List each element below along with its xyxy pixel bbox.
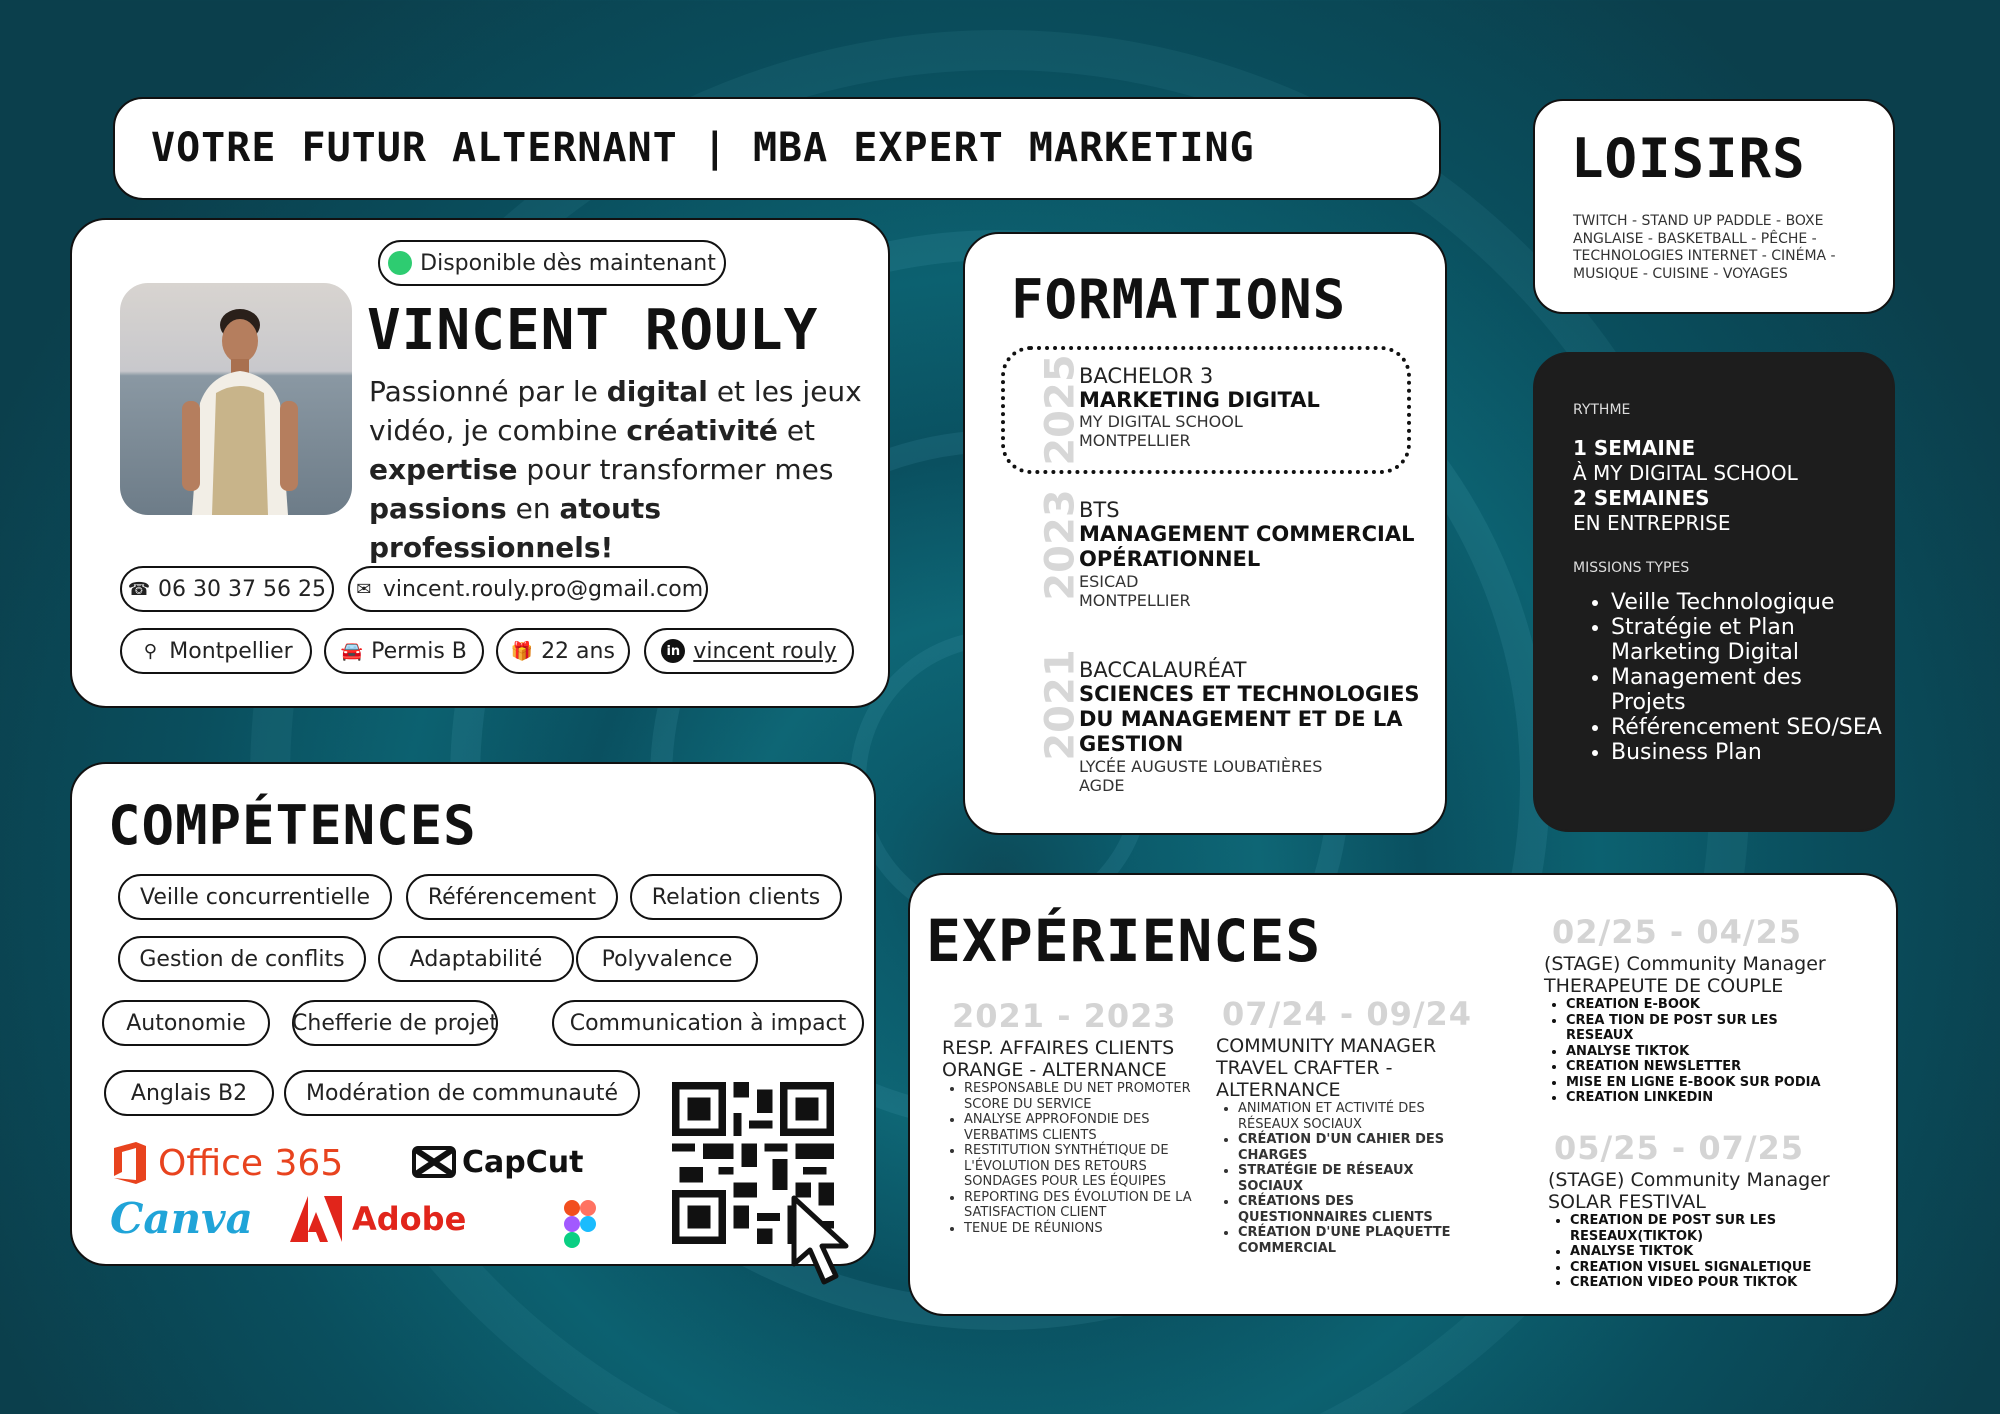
experience-item: 02/25 - 04/25 (STAGE) Community Manager THERAPEUTE DE COUPLE • CREATION E-BOOK • CREA TION DE POST SUR LES RESEAUX • ANALYSE TIKTOK • CREATION NEWSLETTER • MISE EN LIGNE E-BOOK SUR PODIA • CREATION LINKEDIN bbox=[1544, 913, 1844, 1106]
list-item: • Business Plan bbox=[1611, 740, 1883, 765]
cursor-arrow-icon bbox=[790, 1194, 860, 1292]
bio-fragment: créativité bbox=[626, 414, 778, 447]
license-chip bbox=[324, 628, 484, 674]
skill-chip: Référencement bbox=[406, 874, 618, 920]
city-chip bbox=[120, 628, 312, 674]
list-item: • CREATION VIDEO POUR TIKTOK bbox=[1570, 1275, 1848, 1291]
age-text: 22 ans bbox=[541, 638, 615, 664]
formation-item: BACHELOR 3 MARKETING DIGITAL MY DIGITAL SCHOOL MONTPELLIER bbox=[1079, 364, 1320, 450]
experience-item: 07/24 - 09/24 COMMUNITY MANAGER TRAVEL CRAFTER - ALTERNANCE • ANIMATION ET ACTIVITÉ DES RÉSEAUX SOCIAUX • CRÉATION D'UN CAHIER DES CHARGES • STRATÉGIE DE RÉSEAUX SOCIAUX • CRÉATIONS DES QUESTIONNAIRES CLIENTS • CRÉATION D'UNE PLAQUETTE COMMERCIAL bbox=[1216, 995, 1480, 1256]
rythme-schedule: 1 SEMAINE À MY DIGITAL SCHOOL 2 SEMAINES EN ENTREPRISE bbox=[1573, 436, 1798, 535]
formation-item: BACCALAURÉAT SCIENCES ET TECHNOLOGIES DU MANAGEMENT ET DE LA GESTION LYCÉE AUGUSTE LOUBATIÈRES AGDE bbox=[1079, 658, 1420, 795]
formation-year: 2025 bbox=[1037, 354, 1084, 466]
skill-chip: Gestion de conflits bbox=[118, 936, 366, 982]
skill-chip: Modération de communauté bbox=[284, 1070, 640, 1116]
profile-bio bbox=[369, 372, 869, 567]
person-icon bbox=[120, 283, 352, 515]
office365-logo: Office 365 bbox=[110, 1140, 343, 1186]
city-text: Montpellier bbox=[169, 638, 293, 664]
skill-chip: Anglais B2 bbox=[104, 1070, 274, 1116]
experiences-title: EXPÉRIENCES bbox=[926, 907, 1322, 975]
bio-fragment: en bbox=[506, 492, 560, 525]
availability-text: Disponible dès maintenant bbox=[420, 250, 716, 276]
competences-title: COMPÉTENCES bbox=[108, 794, 477, 857]
formation-year: 2021 bbox=[1037, 649, 1084, 761]
mail-icon: ✉ bbox=[356, 578, 372, 600]
skill-chip: Autonomie bbox=[102, 1000, 270, 1046]
email-text: vincent.rouly.pro@gmail.com bbox=[382, 576, 704, 602]
list-item: • ANALYSE TIKTOK bbox=[1566, 1044, 1844, 1060]
figma-logo bbox=[562, 1198, 598, 1254]
location-pin-icon: ⚲ bbox=[143, 640, 157, 662]
adobe-icon bbox=[290, 1196, 342, 1242]
list-item: • CRÉATION D'UNE PLAQUETTE COMMERCIAL bbox=[1238, 1225, 1480, 1256]
list-item: • ANIMATION ET ACTIVITÉ DES RÉSEAUX SOCIAUX bbox=[1238, 1101, 1480, 1132]
bio-fragment: expertise bbox=[369, 453, 518, 486]
loisirs-text: TWITCH - STAND UP PADDLE - BOXE ANGLAISE - BASKETBALL - PÊCHE - TECHNOLOGIES INTERNET - CINÉMA - MUSIQUE - CUISINE - VOYAGES bbox=[1573, 213, 1836, 282]
figma-icon bbox=[562, 1198, 598, 1250]
list-item: • CRÉATION D'UN CAHIER DES CHARGES bbox=[1238, 1132, 1480, 1163]
missions-list bbox=[1573, 590, 1883, 765]
capcut-logo: CapCut bbox=[412, 1144, 583, 1180]
age-chip bbox=[496, 628, 630, 674]
availability-badge bbox=[378, 240, 726, 286]
header-card bbox=[113, 97, 1441, 200]
experience-item: 05/25 - 07/25 (STAGE) Community Manager SOLAR FESTIVAL • CREATION DE POST SUR LES RESEAUX(TIKTOK) • ANALYSE TIKTOK • CREATION VISUEL SIGNALETIQUE • CREATION VIDEO POUR TIKTOK bbox=[1548, 1129, 1848, 1291]
list-item: • Stratégie et Plan Marketing Digital bbox=[1611, 615, 1883, 665]
list-item: • TENUE DE RÉUNIONS bbox=[964, 1221, 1212, 1237]
bio-fragment: et bbox=[777, 414, 816, 447]
list-item: • CREATION LINKEDIN bbox=[1566, 1090, 1844, 1106]
linkedin-icon: in bbox=[661, 639, 685, 663]
experience-item: 2021 - 2023 RESP. AFFAIRES CLIENTS ORANGE - ALTERNANCE • RESPONSABLE DU NET PROMOTER SCORE DU SERVICE • ANALYSE APPROFONDIE DES VERBATIMS CLIENTS • RESTITUTION SYNTHÉTIQUE DE L'ÉVOLUTION DES RETOURS SONDAGES POUR LES ÉQUIPES • REPORTING DES ÉVOLUTION DE LA SATISFACTION CLIENT • TENUE DE RÉUNIONS bbox=[942, 997, 1212, 1236]
linkedin-link[interactable]: vincent rouly bbox=[693, 638, 837, 664]
office-icon bbox=[110, 1140, 150, 1186]
list-item: • RESTITUTION SYNTHÉTIQUE DE L'ÉVOLUTION DES RETOURS SONDAGES POUR LES ÉQUIPES bbox=[964, 1143, 1212, 1190]
email-chip[interactable] bbox=[348, 566, 708, 612]
formation-item: BTS MANAGEMENT COMMERCIAL OPÉRATIONNEL ESICAD MONTPELLIER bbox=[1079, 498, 1415, 610]
bio-fragment: et les jeux vidéo, je combine bbox=[369, 375, 862, 447]
skill-chip: Chefferie de projet bbox=[292, 1000, 498, 1046]
list-item: • Référencement SEO/SEA bbox=[1611, 715, 1883, 740]
list-item: • Veille Technologique bbox=[1611, 590, 1883, 615]
bio-fragment: Passionné par le bbox=[369, 375, 607, 408]
bio-fragment: digital bbox=[606, 375, 708, 408]
list-item: • MISE EN LIGNE E-BOOK SUR PODIA bbox=[1566, 1075, 1844, 1091]
bio-fragment: passions bbox=[369, 492, 507, 525]
list-item: • CRÉATIONS DES QUESTIONNAIRES CLIENTS bbox=[1238, 1194, 1480, 1225]
loisirs-card bbox=[1533, 99, 1895, 314]
phone-icon: ☎ bbox=[127, 578, 151, 600]
gift-icon: 🎁 bbox=[510, 640, 534, 662]
adobe-logo: Adobe bbox=[290, 1196, 466, 1242]
car-icon: 🚘 bbox=[340, 640, 364, 662]
formation-year: 2023 bbox=[1037, 489, 1084, 601]
skill-chip: Polyvalence bbox=[576, 936, 758, 982]
canva-logo: Canva bbox=[110, 1194, 253, 1243]
license-text: Permis B bbox=[371, 638, 467, 664]
avatar bbox=[120, 283, 352, 515]
bio-fragment: atouts professionnels! bbox=[369, 492, 661, 564]
bio-fragment: pour transformer mes bbox=[517, 453, 834, 486]
rythme-label: RYTHME bbox=[1573, 402, 1631, 418]
missions-label: MISSIONS TYPES bbox=[1573, 560, 1690, 576]
formations-title: FORMATIONS bbox=[1011, 268, 1347, 331]
phone-text: 06 30 37 56 25 bbox=[158, 576, 326, 602]
profile-name: VINCENT ROULY bbox=[367, 298, 819, 363]
list-item: • ANALYSE TIKTOK bbox=[1570, 1244, 1848, 1260]
rythme-card bbox=[1533, 352, 1895, 832]
list-item: • CREA TION DE POST SUR LES RESEAUX bbox=[1566, 1013, 1844, 1044]
list-item: • CREATION VISUEL SIGNALETIQUE bbox=[1570, 1260, 1848, 1276]
list-item: • CREATION NEWSLETTER bbox=[1566, 1059, 1844, 1075]
list-item: • CREATION DE POST SUR LES RESEAUX(TIKTOK) bbox=[1570, 1213, 1848, 1244]
skill-chip: Veille concurrentielle bbox=[118, 874, 392, 920]
linkedin-chip[interactable] bbox=[644, 628, 854, 674]
list-item: • REPORTING DES ÉVOLUTION DE LA SATISFACTION CLIENT bbox=[964, 1190, 1212, 1221]
list-item: • CREATION E-BOOK bbox=[1566, 997, 1844, 1013]
competences-card bbox=[70, 762, 876, 1266]
experiences-card bbox=[908, 873, 1898, 1316]
formations-card bbox=[963, 232, 1447, 835]
page-title: VOTRE FUTUR ALTERNANT | MBA EXPERT MARKETING bbox=[151, 125, 1255, 171]
phone-chip[interactable] bbox=[120, 566, 334, 612]
status-dot-icon bbox=[388, 251, 412, 275]
skill-chip: Relation clients bbox=[630, 874, 842, 920]
list-item: • ANALYSE APPROFONDIE DES VERBATIMS CLIENTS bbox=[964, 1112, 1212, 1143]
list-item: • STRATÉGIE DE RÉSEAUX SOCIAUX bbox=[1238, 1163, 1480, 1194]
list-item: • RESPONSABLE DU NET PROMOTER SCORE DU SERVICE bbox=[964, 1081, 1212, 1112]
capcut-icon bbox=[412, 1144, 456, 1180]
loisirs-title: LOISIRS bbox=[1571, 127, 1806, 190]
skill-chip: Adaptabilité bbox=[378, 936, 574, 982]
skill-chip: Communication à impact bbox=[552, 1000, 864, 1046]
list-item: • Management des Projets bbox=[1611, 665, 1883, 715]
profile-card bbox=[70, 218, 890, 708]
